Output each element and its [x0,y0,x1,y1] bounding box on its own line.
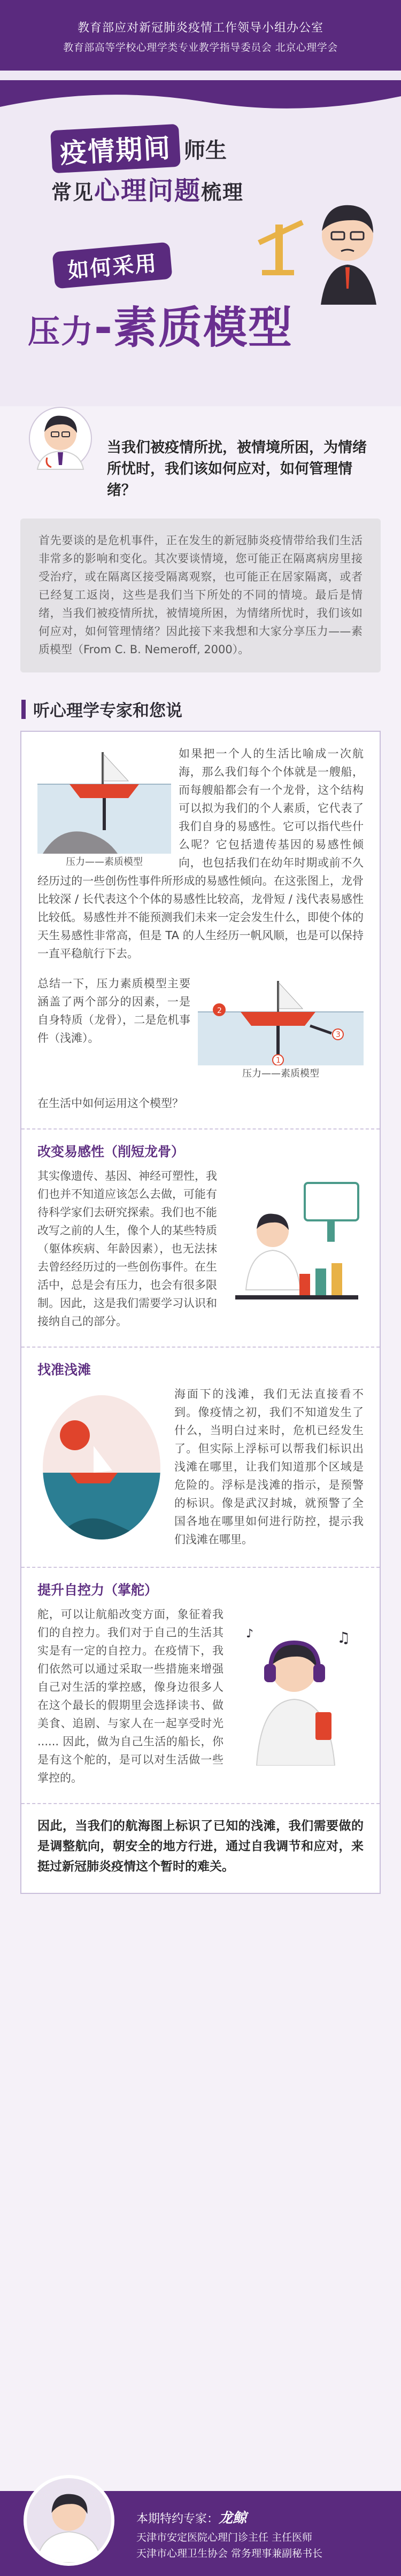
expert-footer [0,2491,401,2576]
expert-avatar [24,2475,114,2566]
boat-figure-2 [198,974,364,1081]
expert-title-2: 天津市心理卫生协会 常务理事兼副秘书长 [136,2548,323,2559]
closing-summary: 因此，当我们的航海图上标识了已知的浅滩，我们需要做的是调整航向，朝安全的地方行进，通过自我调节和应对，来挺过新冠肺炎疫情这个暂时的难关。 [37,1819,364,1874]
shoal-block [37,1385,364,1551]
org-line-2: 教育部高等学校心理学类专业教学指导委员会 北京心理学会 [63,42,338,53]
model-title-dash: - [94,303,114,353]
paragraph-keel: 如果把一个人的生活比喻成一次航海，那么我们每个个体就是一艘船，而每艘船都会有一个龙骨，这个结构可以拟为我们的个人素质，它代表了我们自身的易感性。它可以指代些什么呢？它包括遗传基因的易感性倾向，也包括我们在幼年时期或前不久经历过的一些创伤性事件所形成的易感性倾向。在这张图上，龙骨比较深 / 长代表这个个体的易感性比较高，龙骨短 / 浅代表易感性比较低。易感性并不能预测我们未来一定会发生什么，即使个体的天生易感性非常高，但是 TA 的人生经历一帆风顺，也是可以保持一直平稳航行下去。 [37,747,364,960]
title-post: 梳理 [201,181,244,204]
confused-person-illustration [246,198,385,305]
subheading-self-control: 提升自控力（掌舵） [37,1582,158,1598]
expert-label [136,2507,246,2527]
paragraph-apply-question: 在生活中如何运用这个模型？ [37,1097,183,1110]
paragraph-summary-model: 总结一下，压力素质模型主要涵盖了两个部分的因素，一是自身特质（龙骨），二是危机事件（浅滩）。 [37,977,190,1045]
divider-4 [21,1803,380,1804]
paragraph-susceptibility: 其实像遗传、基因、神经可塑性，我们也并不知道应该怎么去做，可能有待科学家们去研究探索。我们也不能改写之前的人生，像个人的某些特质（躯体疾病、年龄因素），也无法抹去曾经经历过的一些创伤事件。在生活中，总是会有压力，也会有很多限制。因此，这是我们需要学习认识和接纳自己的部分。 [37,1170,217,1328]
shoal-illustration [37,1387,166,1548]
model-title [28,293,293,355]
org-header [0,0,401,71]
boat-figure-1 [37,747,171,870]
fig2-label-3: 3 [336,1031,341,1039]
model-title-b: 素质模型 [113,303,294,353]
doctor-avatar [26,406,95,486]
title-chip: 疫情期间 [50,124,181,173]
music-listener-illustration [230,1605,364,1766]
paragraph-self-control: 舵，可以让航船改变方面，象征着我们的自控力。我们对于自己的生活其实是有一定的自控力。在疫情下，我们依然可以通过采取一些措施来增强自己对生活的掌控感，像身边很多人在这个最长的假期里会选择读书、做美食、追剧、与家人在一起享受时光 ...... 因此，做为自己生活的船长，你是有这个舵的，是可以对生活做一些掌控的。 [37,1608,223,1784]
paragraph-shoal: 海面下的浅滩，我们无法直接看不到。像疫情之初，我们不知道发生了什么，当明白过来时，危机已经发生了。但实际上浮标可以帮我们标识出浅滩在哪里，让我们知道那个区域是危险的。浮标是浅滩的指示，是预警的标识。像是武汉封城，就预警了全国各地在哪里如何进行防控，提示我们浅滩在哪里。 [174,1388,364,1546]
wave-decoration [0,80,401,118]
figure-caption-2: 压力——素质模型 [242,1068,319,1079]
subheading-susceptibility: 改变易感性（削短龙骨） [37,1144,185,1159]
content-card [20,731,381,1894]
question-text: 当我们被疫情所扰，被情境所困，为情绪所忧时，我们该如何应对，如何管理情绪？ [107,439,367,499]
section-header [0,672,401,731]
svg-text:♫: ♫ [337,1629,351,1646]
figure-caption-1: 压力——素质模型 [66,856,143,868]
divider-2 [21,1347,380,1348]
intro-paragraph: 首先要谈的是危机事件，正在发生的新冠肺炎疫情带给我们生活非常多的影响和变化。其次要谈情境，您可能正在隔离病房里接受治疗，或在隔离区接受隔离观察，也可能正在居家隔离，或者已经复工返岗，这些是我们当下所处的不同的情境。最后是情绪，当我们被疫情所扰，被情境所困，为情绪所忧时，我们该如何应对，如何管理情绪？因此接下来我想和大家分享压力——素质模型（From C. B. Nemeroff, 2000）。 [20,519,381,672]
fig2-label-2: 2 [217,1007,222,1015]
title-row-1 [51,127,227,170]
boat-block [37,745,364,963]
how-to-chip: 如何采用 [52,242,172,289]
question-block [0,406,401,519]
summary-model-block [37,974,364,1085]
org-line-1: 教育部应对新冠肺炎疫情工作领导小组办公室 [77,21,323,35]
section-bar [21,700,26,719]
title-em: 心理问题 [94,176,202,206]
expert-title-1: 天津市安定医院心理门诊主任 主任医师 [136,2532,313,2543]
expert-name: 龙鲸 [219,2510,247,2526]
divider-3 [21,1567,380,1568]
title-row-2 [51,170,244,207]
title-suffix: 师生 [184,138,227,163]
subheading-shoal: 找准浅滩 [37,1362,91,1378]
section-title: 听心理学专家和您说 [33,701,182,721]
svg-text:♪: ♪ [246,1627,254,1641]
lab-illustration [225,1167,364,1306]
title-pre: 常见 [51,181,95,204]
divider-1 [21,1128,380,1130]
self-control-block [37,1605,364,1787]
expert-titles [136,2529,322,2562]
fig2-label-1: 1 [276,1056,281,1065]
expert-label-text: 本期特约专家： [136,2512,219,2526]
susceptibility-block [37,1167,364,1330]
hero-banner [0,0,401,406]
model-title-a: 压力 [28,313,94,351]
